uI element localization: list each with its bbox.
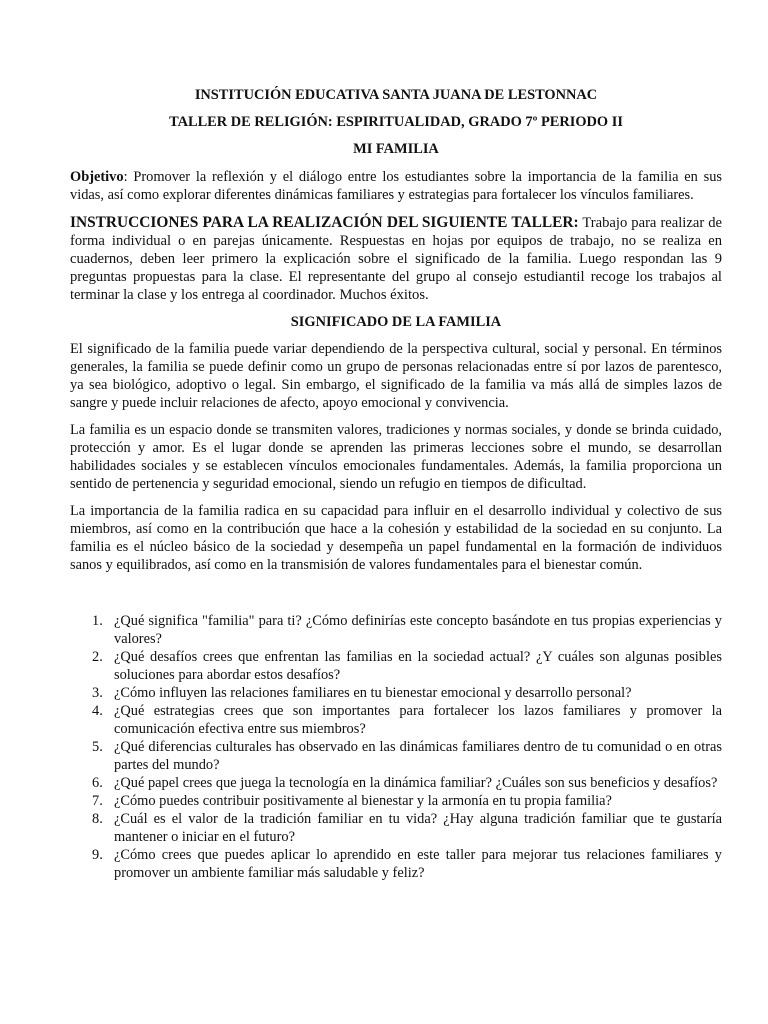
body-paragraph-2: La familia es un espacio donde se transmiten valores, tradiciones y normas sociales, y donde se brinda cuidado, protección y amor. Es el lugar donde se aprenden las primeras lecciones sobre el mundo, se desarrollan habilidades sociales y se establecen vínculos emocionales fundamentales. Además, la familia proporciona un sentido de pertenencia y seguridad emocional, siendo un refugio en tiempos de dificultad. [70,422,722,492]
instructions-text: Trabajo para realizar de forma individual o en parejas únicamente. Respuestas en hojas por equipos de trabajo, no se realiza en cuadernos, deben leer primero la explicación sobre el significado de la familia. Luego respondan las 9 preguntas propuestas para la clase. El representante del grupo al consejo estudiantil recoge los trabajos al terminar la clase y los entrega al coordinador. Muchos éxitos. [70,215,722,303]
question-number: 1. [92,613,103,629]
question-number: 4. [92,703,103,719]
document-title: MI FAMILIA [353,141,439,157]
question-number: 9. [92,847,103,863]
question-text: ¿Cómo influyen las relaciones familiares en tu bienestar emocional y desarrollo personal? [114,685,632,701]
question-item [70,792,722,810]
question-text: ¿Qué significa "familia" para ti? ¿Cómo definirías este concepto basándote en tus propias experiencias y valores? [114,613,722,647]
question-number: 5. [92,739,103,755]
question-number: 2. [92,649,103,665]
question-text: ¿Qué papel crees que juega la tecnología en la dinámica familiar? ¿Cuáles son sus beneficios y desafíos? [114,775,718,791]
question-item [70,738,722,774]
question-item [70,612,722,648]
question-item [70,648,722,684]
objective-label: Objetivo [70,169,124,185]
question-item [70,774,722,792]
question-number: 6. [92,775,103,791]
body-paragraph-1: El significado de la familia puede variar dependiendo de la perspectiva cultural, social y personal. En términos generales, la familia se puede definir como un grupo de personas relacionadas entre sí por lazos de parentesco, ya sea biológico, adoptivo o legal. Sin embargo, el significado de la familia va más allá de simples lazos de sangre y puede incluir relaciones de afecto, apoyo emocional y convivencia. [70,341,722,411]
question-text: ¿Qué diferencias culturales has observado en las dinámicas familiares dentro de tu comunidad o en otras partes del mundo? [114,739,722,773]
question-text: ¿Qué desafíos crees que enfrentan las familias en la sociedad actual? ¿Y cuáles son algunas posibles soluciones para abordar estos desafíos? [114,649,722,683]
document-page [70,86,722,882]
question-text: ¿Cuál es el valor de la tradición familiar en tu vida? ¿Hay alguna tradición familiar que te gustaría mantener o iniciar en el futuro? [114,811,722,845]
question-item [70,702,722,738]
question-number: 3. [92,685,103,701]
institution-heading: INSTITUCIÓN EDUCATIVA SANTA JUANA DE LESTONNAC [194,87,598,103]
question-number: 8. [92,811,103,827]
question-item [70,810,722,846]
objective-paragraph [70,168,722,204]
question-text: ¿Qué estrategias crees que son importantes para fortalecer los lazos familiares y promover la comunicación efectiva entre sus miembros? [114,703,722,737]
question-text: ¿Cómo puedes contribuir positivamente al bienestar y la armonía en tu propia familia? [114,793,612,809]
question-item [70,846,722,882]
question-item [70,684,722,702]
question-list [70,612,722,882]
workshop-heading: TALLER DE RELIGIÓN: ESPIRITUALIDAD, GRADO 7º PERIODO II [169,114,623,130]
question-text: ¿Cómo crees que puedes aplicar lo aprendido en este taller para mejorar tus relaciones familiares y promover un ambiente familiar más saludable y feliz? [114,847,722,881]
body-paragraph-3: La importancia de la familia radica en su capacidad para influir en el desarrollo individual y colectivo de sus miembros, así como en la contribución que hace a la cohesión y estabilidad de la sociedad en su conjunto. La familia es el núcleo básico de la sociedad y desempeña un papel fundamental en la formación de individuos sanos y equilibrados, así como en la transmisión de valores fundamentales para el bienestar común. [70,503,722,573]
section-title: SIGNIFICADO DE LA FAMILIA [290,314,502,330]
instructions-paragraph [70,214,722,304]
instructions-label: INSTRUCCIONES PARA LA REALIZACIÓN DEL SIGUIENTE TALLER: [70,214,579,231]
question-number: 7. [92,793,103,809]
objective-text: : Promover la reflexión y el diálogo entre los estudiantes sobre la importancia de la familia en sus vidas, así como explorar diferentes dinámicas familiares y estrategias para fortalecer los vínculos familiares. [70,169,722,203]
